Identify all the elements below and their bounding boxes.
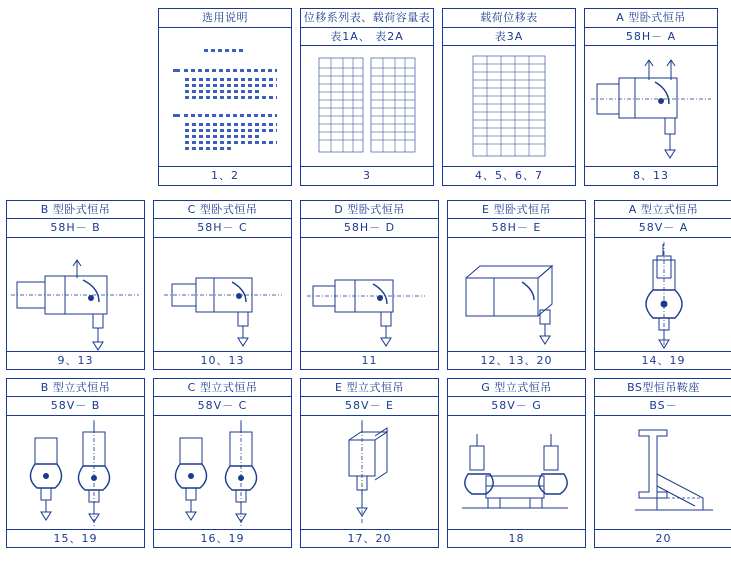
card-header: C 型立式恒吊 (154, 379, 291, 397)
card-footer-pages: 1、2 (159, 166, 291, 185)
card-footer-pages: 11 (301, 351, 438, 369)
card-art-vertical-a (595, 238, 731, 351)
card-art-saddle-bs (595, 416, 731, 529)
card-footer-pages: 4、5、6、7 (443, 166, 575, 185)
card-subheader: 58H－ D (301, 219, 438, 237)
card-load-displacement-table[interactable] (442, 8, 576, 186)
card-subheader: 58V－ B (7, 397, 144, 415)
card-type-a-vertical[interactable] (594, 200, 731, 370)
card-subheader: 58H－ B (7, 219, 144, 237)
card-header: A 型立式恒吊 (595, 201, 731, 219)
card-footer-pages: 20 (595, 529, 731, 547)
card-row-1 (158, 8, 718, 186)
card-footer-pages: 18 (448, 529, 585, 547)
card-type-c-horizontal[interactable] (153, 200, 292, 370)
card-footer-pages: 14、19 (595, 351, 731, 369)
card-subheader: 58V－ G (448, 397, 585, 415)
card-header: 载荷位移表 (443, 9, 575, 28)
card-art-horizontal-d (301, 238, 438, 351)
card-footer-pages: 8、13 (585, 166, 717, 185)
card-header: D 型卧式恒吊 (301, 201, 438, 219)
card-type-a-horizontal[interactable] (584, 8, 718, 186)
card-type-g-vertical[interactable] (447, 378, 586, 548)
card-header: B 型卧式恒吊 (7, 201, 144, 219)
card-art-horizontal-b (7, 238, 144, 351)
card-header: E 型立式恒吊 (301, 379, 438, 397)
card-type-b-horizontal[interactable] (6, 200, 145, 370)
card-subheader: 表3A (443, 28, 575, 47)
card-footer-pages: 17、20 (301, 529, 438, 547)
card-subheader: 58H－ C (154, 219, 291, 237)
card-type-b-vertical[interactable] (6, 378, 145, 548)
card-bs-saddle[interactable] (594, 378, 731, 548)
card-art-vertical-c (154, 416, 291, 529)
card-footer-pages: 12、13、20 (448, 351, 585, 369)
card-subheader: 58H－ A (585, 28, 717, 47)
card-subheader: BS－ (595, 397, 731, 415)
card-art-vertical-g (448, 416, 585, 529)
card-header: C 型卧式恒吊 (154, 201, 291, 219)
card-header: 选用说明 (159, 9, 291, 28)
card-header: 位移系列表、载荷容量表 (301, 9, 433, 28)
card-type-e-vertical[interactable] (300, 378, 439, 548)
card-header: G 型立式恒吊 (448, 379, 585, 397)
card-subheader: 表1A、 表2A (301, 28, 433, 47)
card-header: E 型卧式恒吊 (448, 201, 585, 219)
card-header: A 型卧式恒吊 (585, 9, 717, 28)
card-art-tables-one (443, 46, 575, 166)
card-footer-pages: 3 (301, 166, 433, 185)
card-subheader: 58V－ A (595, 219, 731, 237)
card-type-c-vertical[interactable] (153, 378, 292, 548)
card-footer-pages: 16、19 (154, 529, 291, 547)
card-art-horizontal-e (448, 238, 585, 351)
card-row-3 (6, 378, 731, 548)
card-header: B 型立式恒吊 (7, 379, 144, 397)
card-footer-pages: 9、13 (7, 351, 144, 369)
card-header: BS型恒吊鞍座 (595, 379, 731, 397)
card-displacement-series[interactable] (300, 8, 434, 186)
card-footer-pages: 10、13 (154, 351, 291, 369)
card-footer-pages: 15、19 (7, 529, 144, 547)
card-art-horizontal-a (585, 46, 717, 166)
card-subheader: 58V－ C (154, 397, 291, 415)
card-row-2 (6, 200, 731, 370)
card-art-text-block (159, 28, 291, 166)
card-art-vertical-b (7, 416, 144, 529)
card-type-e-horizontal[interactable] (447, 200, 586, 370)
card-subheader: 58H－ E (448, 219, 585, 237)
card-art-tables-two (301, 46, 433, 166)
card-art-vertical-e (301, 416, 438, 529)
card-subheader: 58V－ E (301, 397, 438, 415)
card-art-horizontal-c (154, 238, 291, 351)
card-type-d-horizontal[interactable] (300, 200, 439, 370)
card-selection-notes[interactable] (158, 8, 292, 186)
